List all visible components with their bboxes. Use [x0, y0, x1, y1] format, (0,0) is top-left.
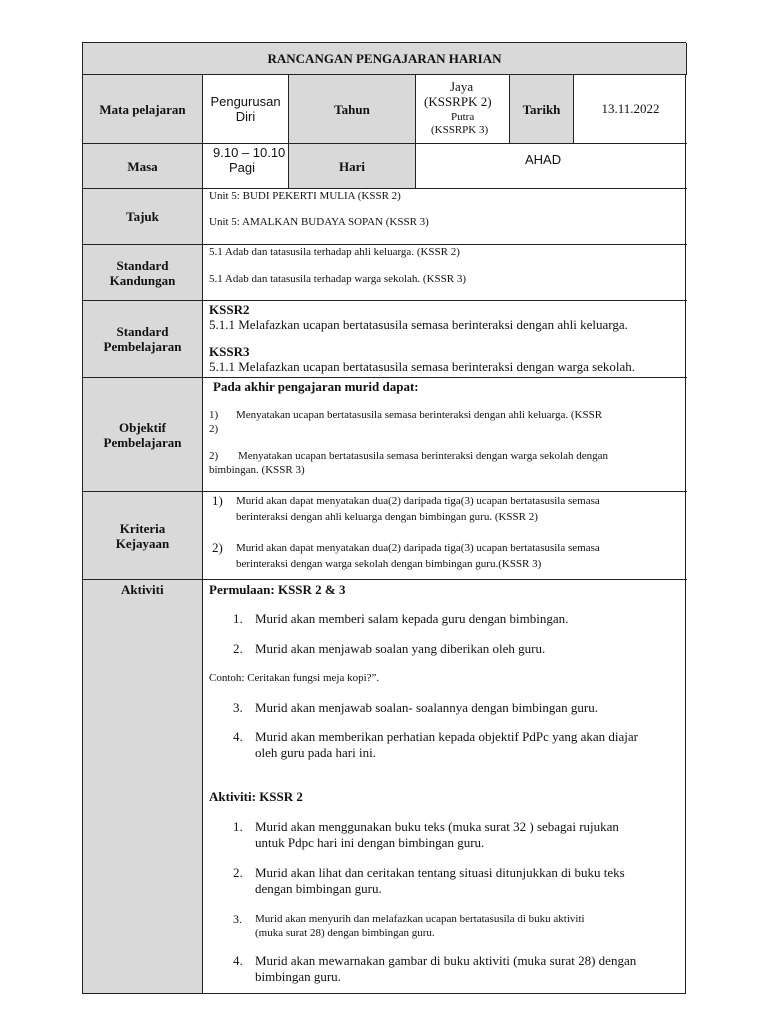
- sp-text-kssr3: 5.1.1 Melafazkan ucapan bertatasusila semasa berinteraksi dengan warga sekolah.: [209, 359, 636, 374]
- aktiviti-item3-line1: Murid akan menyurih dan melafazkan ucapan bertatasusila di buku aktiviti: [255, 913, 585, 925]
- kriteria-content: [203, 492, 687, 580]
- sp-heading-kssr2: KSSR2: [209, 302, 250, 317]
- standard-kandungan-label-cell: [83, 245, 203, 301]
- aktiviti-item2-num: 2.: [233, 865, 243, 880]
- tahun-label-cell: [289, 75, 416, 144]
- kriteria-item2-line1: Murid akan dapat menyatakan dua(2) daripada tiga(3) ucapan bertatasusila semasa: [236, 542, 600, 554]
- objektif-label-line2: Pembelajaran: [103, 434, 182, 450]
- sp-heading-kssr3: KSSR3: [209, 344, 250, 359]
- standard-pembelajaran-label-cell: [83, 301, 203, 378]
- standard-kandungan-line2: 5.1 Adab dan tatasusila terhadap warga sekolah. (KSSR 3): [209, 273, 467, 285]
- mata-pelajaran-label-cell: [83, 75, 203, 144]
- kriteria-item2-line2: berinteraksi dengan warga sekolah dengan bimbingan guru.(KSSR 3): [236, 558, 542, 570]
- tajuk-line1: Unit 5: BUDI PEKERTI MULIA (KSSR 2): [209, 190, 401, 202]
- class1-line1: Jaya: [450, 79, 474, 94]
- permulaan-item4-line2: oleh guru pada hari ini.: [255, 745, 376, 760]
- masa-label-cell: [83, 144, 203, 189]
- objektif-item2-line1: Menyatakan ucapan bertatasusila semasa berinteraksi dengan warga sekolah dengan: [238, 450, 608, 462]
- permulaan-item3-num: 3.: [233, 700, 243, 715]
- kriteria-label-line1: Kriteria: [119, 520, 166, 536]
- subject-cell: [203, 75, 289, 144]
- aktiviti-item2-line1: Murid akan lihat dan ceritakan tentang situasi ditunjukkan di buku teks: [255, 865, 625, 880]
- time-cell: [203, 144, 289, 189]
- objektif-item2-line2: bimbingan. (KSSR 3): [209, 464, 305, 476]
- standard-pembelajaran-label-line1: Standard: [116, 324, 169, 339]
- standard-pembelajaran-label-line2: Pembelajaran: [103, 339, 182, 354]
- standard-kandungan-label-line1: Standard: [116, 257, 169, 273]
- objektif-label-cell: [83, 378, 203, 492]
- date-value: 13.11.2022: [601, 101, 660, 116]
- time-line2: Pagi: [229, 160, 256, 175]
- objektif-item1-line1: Menyatakan ucapan bertatasusila semasa berinteraksi dengan ahli keluarga. (KSSR: [236, 409, 603, 421]
- permulaan-item3: Murid akan menjawab soalan- soalannya dengan bimbingan guru.: [255, 700, 598, 715]
- objektif-item2-num: 2): [209, 450, 219, 462]
- aktiviti-item4-line2: bimbingan guru.: [255, 969, 341, 984]
- permulaan-item4-line1: Murid akan memberikan perhatian kepada objektif PdPc yang akan diajar: [255, 729, 639, 744]
- kriteria-label-cell: [83, 492, 203, 580]
- day-cell: [416, 144, 687, 189]
- kriteria-item1-line1: Murid akan dapat menyatakan dua(2) daripada tiga(3) ucapan bertatasusila semasa: [236, 495, 600, 507]
- mata-pelajaran-label: Mata pelajaran: [99, 101, 186, 117]
- time-line1: 9.10 – 10.10: [213, 145, 286, 160]
- aktiviti-item1-line2: untuk Pdpc hari ini dengan bimbingan guru.: [255, 835, 485, 850]
- class2-line1: Putra: [451, 111, 475, 123]
- aktiviti-label-cell: [83, 580, 203, 993]
- permulaan-item2: Murid akan menjawab soalan yang diberikan oleh guru.: [255, 641, 546, 656]
- kriteria-item2-num: 2): [212, 540, 223, 555]
- subject-line2: Diri: [235, 109, 256, 124]
- permulaan-item1-num: 1.: [233, 611, 243, 626]
- date-cell: [574, 75, 687, 144]
- aktiviti-item1-line1: Murid akan menggunakan buku teks (muka surat 32 ) sebagai rujukan: [255, 819, 619, 834]
- aktiviti-item4-line1: Murid akan mewarnakan gambar di buku aktiviti (muka surat 28) dengan: [255, 953, 637, 968]
- tarikh-label: Tarikh: [522, 101, 561, 117]
- objektif-label-line1: Objektif: [119, 419, 166, 435]
- aktiviti-item2-line2: dengan bimbingan guru.: [255, 881, 382, 896]
- objektif-content: [203, 378, 687, 492]
- aktiviti-item3-line2: (muka surat 28) dengan bimbingan guru.: [255, 927, 435, 939]
- class1-line2: (KSSRPK 2): [424, 94, 492, 109]
- sp-text-kssr2: 5.1.1 Melafazkan ucapan bertatasusila semasa berinteraksi dengan ahli keluarga.: [209, 317, 628, 332]
- hari-label: Hari: [339, 158, 365, 174]
- aktiviti-item4-num: 4.: [233, 953, 243, 968]
- aktiviti-item1-num: 1.: [233, 819, 243, 834]
- aktiviti-kssr2-heading: Aktiviti: KSSR 2: [209, 789, 303, 804]
- kriteria-item1-num: 1): [212, 493, 223, 508]
- tajuk-content: [203, 189, 687, 245]
- tarikh-label-cell: [510, 75, 574, 144]
- tajuk-label-cell: [83, 189, 203, 245]
- permulaan-item4-num: 4.: [233, 729, 243, 744]
- standard-kandungan-line1: 5.1 Adab dan tatasusila terhadap ahli keluarga. (KSSR 2): [209, 246, 460, 258]
- objektif-item1-line2: 2): [209, 423, 219, 435]
- subject-line1: Pengurusan: [210, 94, 281, 109]
- tajuk-line2: Unit 5: AMALKAN BUDAYA SOPAN (KSSR 3): [209, 216, 429, 228]
- objektif-intro: Pada akhir pengajaran murid dapat:: [213, 379, 419, 394]
- lesson-plan-table: [82, 42, 686, 994]
- aktiviti-content: [203, 580, 687, 993]
- standard-kandungan-label-line2: Kandungan: [109, 272, 176, 288]
- permulaan-item1: Murid akan memberi salam kepada guru dengan bimbingan.: [255, 611, 569, 626]
- aktiviti-label: Aktiviti: [121, 582, 164, 597]
- day-value: AHAD: [525, 152, 562, 167]
- contoh-text: Contoh: Ceritakan fungsi meja kopi?”.: [209, 672, 380, 684]
- permulaan-heading: Permulaan: KSSR 2 & 3: [209, 582, 346, 597]
- tajuk-label: Tajuk: [126, 209, 159, 224]
- permulaan-item2-num: 2.: [233, 641, 243, 656]
- hari-label-cell: [289, 144, 416, 189]
- tahun-label: Tahun: [334, 101, 370, 117]
- standard-pembelajaran-content: [203, 301, 687, 378]
- aktiviti-item3-num: 3.: [233, 912, 242, 926]
- class-cell: [416, 75, 510, 144]
- objektif-item1-num: 1): [209, 409, 219, 421]
- masa-label: Masa: [127, 158, 158, 174]
- kriteria-label-line2: Kejayaan: [115, 535, 170, 551]
- kriteria-item1-line2: berinteraksi dengan ahli keluarga dengan bimbingan guru. (KSSR 2): [236, 511, 538, 523]
- title-cell: [83, 43, 687, 75]
- standard-kandungan-content: [203, 245, 687, 301]
- page-title: RANCANGAN PENGAJARAN HARIAN: [267, 51, 502, 66]
- class2-line2: (KSSRPK 3): [431, 124, 489, 136]
